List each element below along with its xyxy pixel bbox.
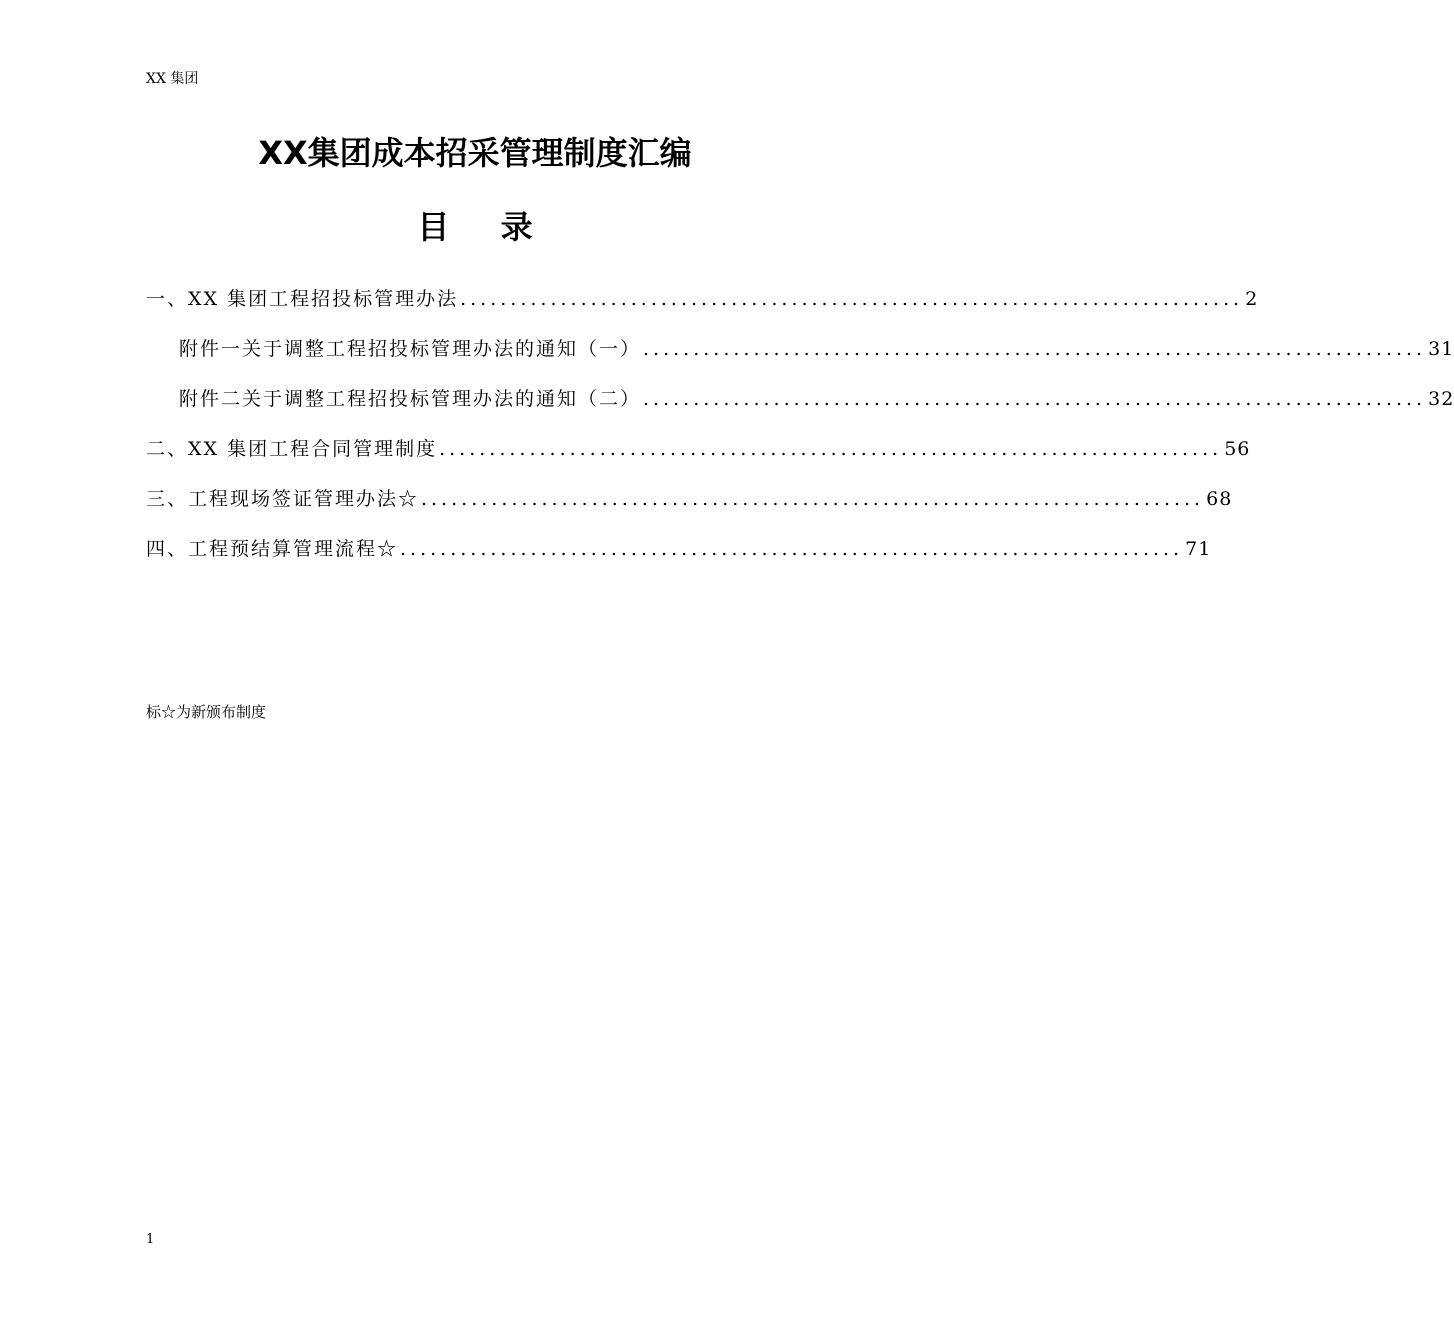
toc-entry[interactable]	[146, 284, 1259, 334]
page-number: 1	[146, 1232, 155, 1247]
toc-entry-label: 附件二关于调整工程招投标管理办法的通知（二）	[179, 388, 642, 410]
toc-entry-page: 2	[1245, 288, 1259, 310]
toc-leader-dots: ..............................................................................	[400, 538, 1184, 560]
toc-entry-label: 三、工程现场签证管理办法☆	[146, 488, 420, 510]
toc-leader-dots: ..............................................................................	[421, 488, 1205, 510]
toc-entry[interactable]	[146, 334, 1454, 384]
toc-leader-dots: ..............................................................................	[643, 388, 1427, 410]
toc-entry-page: 32	[1428, 388, 1454, 410]
document-title: XX集团成本招采管理制度汇编	[258, 134, 692, 172]
toc-entry-page: 31	[1428, 338, 1454, 360]
toc-entry[interactable]	[146, 484, 1233, 534]
toc-entry-label: 四、工程预结算管理流程☆	[146, 538, 399, 560]
toc-entry-label: 一、XX 集团工程招投标管理办法	[146, 288, 459, 310]
toc-entry-page: 71	[1185, 538, 1212, 560]
toc-entry[interactable]	[146, 434, 1251, 484]
toc-entry-page: 68	[1206, 488, 1233, 510]
toc-entry-label: 二、XX 集团工程合同管理制度	[146, 438, 438, 460]
toc-entry-page: 56	[1224, 438, 1251, 460]
toc-leader-dots: ..............................................................................	[439, 438, 1223, 460]
toc-leader-dots: ..............................................................................	[643, 338, 1427, 360]
new-regulation-note: 标☆为新颁布制度	[146, 703, 267, 721]
toc-entry[interactable]	[146, 534, 1212, 584]
toc-heading: 目 录	[417, 208, 553, 246]
toc-entry[interactable]	[146, 384, 1454, 434]
toc-leader-dots: ..............................................................................	[460, 288, 1244, 310]
table-of-contents	[146, 284, 1454, 584]
toc-entry-label: 附件一关于调整工程招投标管理办法的通知（一）	[179, 338, 642, 360]
page-header: XX 集团	[146, 71, 199, 87]
